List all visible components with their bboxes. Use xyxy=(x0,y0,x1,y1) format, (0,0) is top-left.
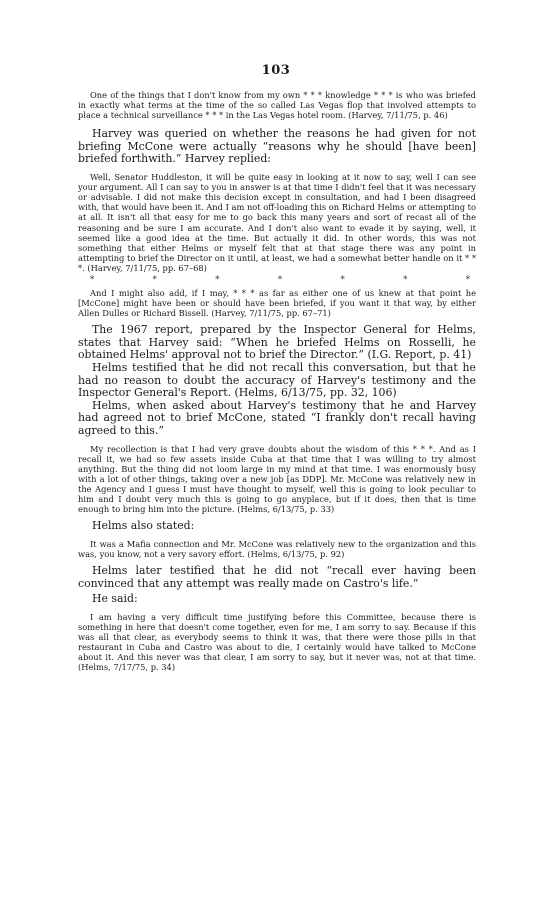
page-body xyxy=(78,90,476,672)
paragraph-helms-later: Helms later testified that he did not “recall ever having been convinced that any attempt was really made on Castro's life.” xyxy=(78,564,476,590)
quote-mafia-connection: It was a Mafia connection and Mr. McCone was relatively new to the organization and this was, you know, not a very savory effort. (Helms, 6/13/75, p. 92) xyxy=(78,538,476,559)
paragraph-helms-testified: Helms testified that he did not recall this conversation, but that he had no reason to doubt the accuracy of Harvey's testimony and the Inspector General's Report. (Helms, 6/13/75, pp. 32, 106) xyxy=(78,361,476,400)
star: * xyxy=(277,275,283,285)
paragraph-1967-report: The 1967 report, prepared by the Inspector General for Helms, states that Harvey said: “When he briefed Helms on Rosselli, he obtained Helms' approval not to brief the Director.” (I.G. Report, p. 41) xyxy=(78,323,476,362)
quote-recollection: My recollection is that I had very grave doubts about the wisdom of this * * *. And as I recall it, we had so few assets inside Cuba at that time that I was willing to try almost anything. But the thing did not loom large in my mind at that time. I was enormously busy with a lot of other things, taking over a new job [as DDP]. Mr. McCone was relatively new in the Agency and I guess I must have thought to myself, well this is going to look peculiar to him and I doubt very much this is going to go anyplace, but if it does, then that is time enough to bring him into the picture. (Helms, 6/13/75, p. 33) xyxy=(78,443,476,515)
paragraph-helms-also-stated: Helms also stated: xyxy=(92,519,195,533)
star: * xyxy=(90,275,95,285)
quote-las-vegas: One of the things that I don't know from my own * * * knowledge * * * is who was briefed in exactly what terms at the time of the so called Las Vegas flop that involved attempts to place a technical surveillance * * * in the Las Vegas hotel room. (Harvey, 7/11/75, p. 46) xyxy=(78,90,476,121)
star: * xyxy=(403,275,408,285)
paragraph-harvey-queried: Harvey was queried on whether the reasons he had given for not briefing McCone were actually “reasons why he should [have been] briefed forthwith.” Harvey replied: xyxy=(78,127,476,166)
star: * xyxy=(465,275,470,285)
star: * xyxy=(340,275,345,285)
page-number: 103 xyxy=(261,63,291,78)
star: * xyxy=(152,275,157,285)
quote-might-also-add: And I might also add, if I may, * * * as far as either one of us knew at that point he [McCone] might have been or should have been briefed, if you want it that way, by either Allen Dulles or Richard Bissell. (Harvey, 7/11/75, pp. 67–71) xyxy=(78,288,476,319)
paragraph-he-said: He said: xyxy=(92,592,138,606)
quote-huddleston: Well, Senator Huddleston, it will be quite easy in looking at it now to say, well I can see your argument. All I can say to you in answer is at that time I didn't feel that it was necessary or advisable. I did not make this decision except in consultation, and had I been disagreed with, that would have been it. And I am not off-loading this on Richard Helms or attempting to at all. It isn't all that easy for me to go back this many years and sort of recast all of the reasoning and be sure I am accurate. And I don't also want to evade it by saying, well, it seemed like a good idea at the time. But actually it did. In other words, this was not something that either Helms or myself felt that at that stage there was any point in attempting to brief the Director on it until, at least, we had a somewhat better handle on it * * *. (Harvey, 7/11/75, pp. 67–68) xyxy=(78,172,476,273)
quote-difficult-time: I am having a very difficult time justifying before this Committee, because there is something in here that doesn't come together, even for me, I am sorry to say. Because if this was all that clear, as everybody seems to think it was, that there were those pills in that restaurant in Cuba and Castro was about to die, I certainly would have talked to McCone about it. And this never was that clear, I am sorry to say, but it never was, not at that time. (Helms, 7/17/75, p. 34) xyxy=(78,611,476,673)
star: * xyxy=(215,275,220,285)
ellipsis-stars xyxy=(78,276,476,285)
paragraph-helms-asked: Helms, when asked about Harvey's testimony that he and Harvey had agreed not to brief McCone, stated “I frankly don't recall having agreed to this.” xyxy=(78,398,476,438)
